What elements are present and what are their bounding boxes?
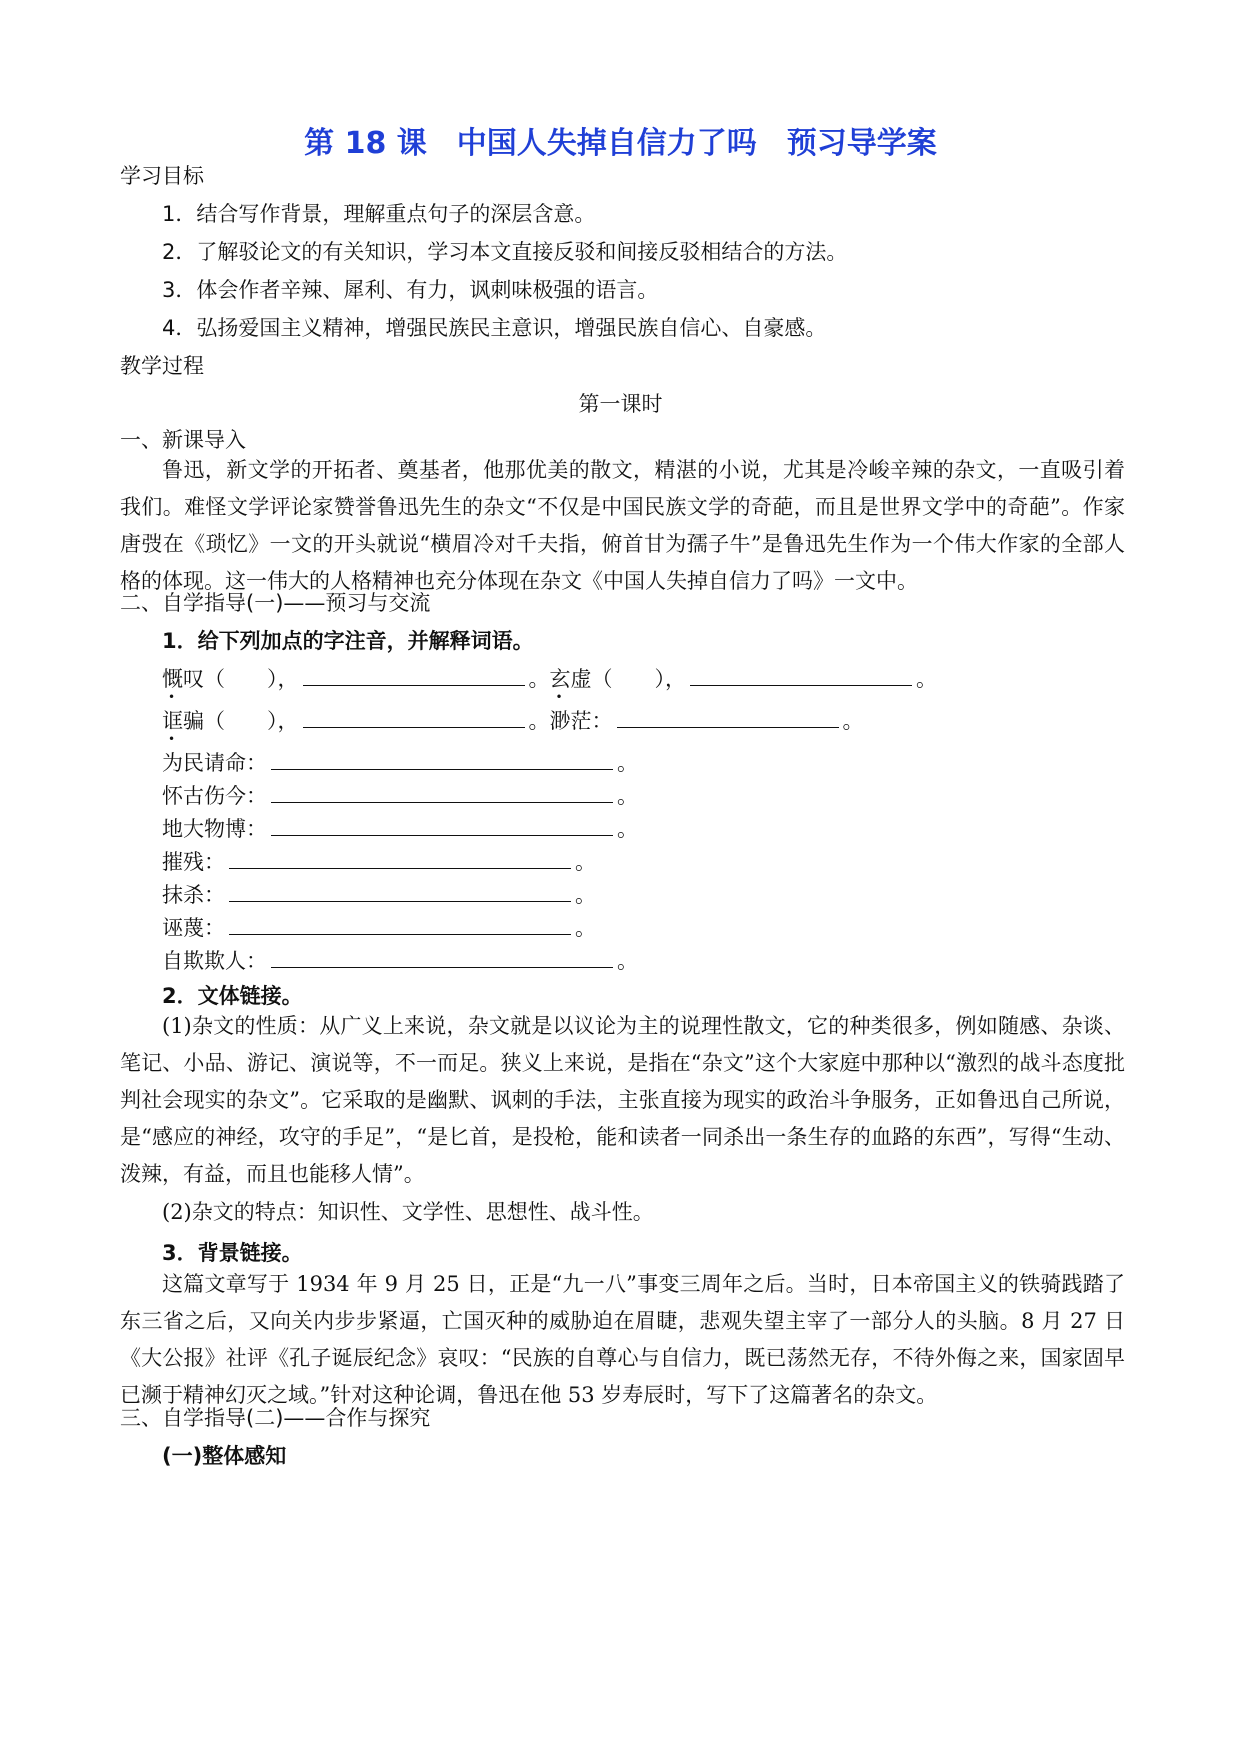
answer-blank[interactable] xyxy=(271,782,613,803)
term-row: 抹杀： 。 xyxy=(162,883,596,907)
vocab-word: 玄虚 xyxy=(549,667,592,691)
vocab-row: 慨叹（ ）， 。玄虚（ ）， 。 xyxy=(162,667,937,691)
section-heading: 二、自学指导(一)——预习与交流 xyxy=(120,591,431,615)
answer-blank[interactable] xyxy=(271,815,613,836)
term-row: 自欺欺人： 。 xyxy=(162,949,638,973)
objective-item: 2．了解驳论文的有关知识，学习本文直接反驳和间接反驳相结合的方法。 xyxy=(162,240,848,264)
answer-blank[interactable] xyxy=(271,947,613,968)
section-heading: 三、自学指导(二)——合作与探究 xyxy=(120,1406,431,1430)
answer-blank[interactable] xyxy=(690,665,912,686)
background-paragraph: 这篇文章写于 1934 年 9 月 25 日，正是“九一八”事变三周年之后。当时，日本帝国主义的铁骑践踏了东三省之后，又向关内步步紧逼，亡国灭种的威胁迫在眉睫，悲观失望主宰了一部分人的头脑。8 月 27 日《大公报》社评《孔子诞辰纪念》哀叹：“民族的自尊心与自信力，既已荡然无存，不待外侮之来，国家固早已濒于精神幻灭之域。”针对这种论调，鲁迅在他 53 岁寿辰时，写下了这篇著名的杂文。 xyxy=(120,1272,1125,1407)
vocab-word: 诓骗 xyxy=(162,709,204,733)
objective-item: 3．体会作者辛辣、犀利、有力，讽刺味极强的语言。 xyxy=(162,278,659,302)
objective-item: 1．结合写作背景，理解重点句子的深层含意。 xyxy=(162,202,596,226)
answer-blank[interactable] xyxy=(617,707,839,728)
process-heading: 教学过程 xyxy=(120,354,204,378)
vocab-row: 诓骗（ ）， 。渺茫： 。 xyxy=(162,709,864,733)
answer-blank[interactable] xyxy=(303,665,525,686)
question-3: 3．背景链接。 xyxy=(162,1241,303,1265)
answer-blank[interactable] xyxy=(229,914,571,935)
answer-blank[interactable] xyxy=(303,707,525,728)
intro-paragraph: 鲁迅，新文学的开拓者、奠基者，他那优美的散文，精湛的小说，尤其是冷峻辛辣的杂文，一直吸引着我们。难怪文学评论家赞誉鲁迅先生的杂文“不仅是中国民族文学的奇葩，而且是世界文学中的奇葩”。作家唐弢在《琐忆》一文的开头就说“横眉冷对千夫指，俯首甘为孺子牛”是鲁迅先生作为一个伟大作家的全部人格的体现。这一伟大的人格精神也充分体现在杂文《中国人失掉自信力了吗》一文中。 xyxy=(120,458,1125,593)
subsection-heading: (一)整体感知 xyxy=(162,1444,287,1468)
genre-features: (2)杂文的特点：知识性、文学性、思想性、战斗性。 xyxy=(162,1200,654,1224)
genre-paragraph: (1)杂文的性质：从广义上来说，杂文就是以议论为主的说理性散文，它的种类很多，例如随感、杂谈、笔记、小品、游记、演说等，不一而足。狭义上来说，是指在“杂文”这个大家庭中那种以“激烈的战斗态度批判社会现实的杂文”。它采取的是幽默、讽刺的手法，主张直接为现实的政治斗争服务，正如鲁迅自己所说，是“感应的神经，攻守的手足”，“是匕首，是投枪，能和读者一同杀出一条生存的血路的东西”，写得“生动、泼辣，有益，而且也能移人情”。 xyxy=(120,1014,1125,1186)
vocab-word: 渺茫： xyxy=(549,709,613,733)
question-1: 1．给下列加点的字注音，并解释词语。 xyxy=(162,629,534,653)
term-row: 摧残： 。 xyxy=(162,850,596,874)
page-title: 第 18 课 中国人失掉自信力了吗 预习导学案 xyxy=(304,126,937,161)
objectives-heading: 学习目标 xyxy=(120,164,204,188)
answer-blank[interactable] xyxy=(229,881,571,902)
answer-blank[interactable] xyxy=(229,848,571,869)
lesson-label: 第一课时 xyxy=(578,392,663,416)
term-row: 地大物博： 。 xyxy=(162,817,638,841)
question-2: 2．文体链接。 xyxy=(162,984,303,1008)
vocab-word: 慨叹 xyxy=(162,667,204,691)
term-row: 诬蔑： 。 xyxy=(162,916,596,940)
term-row: 怀古伤今： 。 xyxy=(162,784,638,808)
objective-item: 4．弘扬爱国主义精神，增强民族民主意识，增强民族自信心、自豪感。 xyxy=(162,316,827,340)
section-heading: 一、新课导入 xyxy=(120,428,246,452)
answer-blank[interactable] xyxy=(271,749,613,770)
term-row: 为民请命： 。 xyxy=(162,751,638,775)
